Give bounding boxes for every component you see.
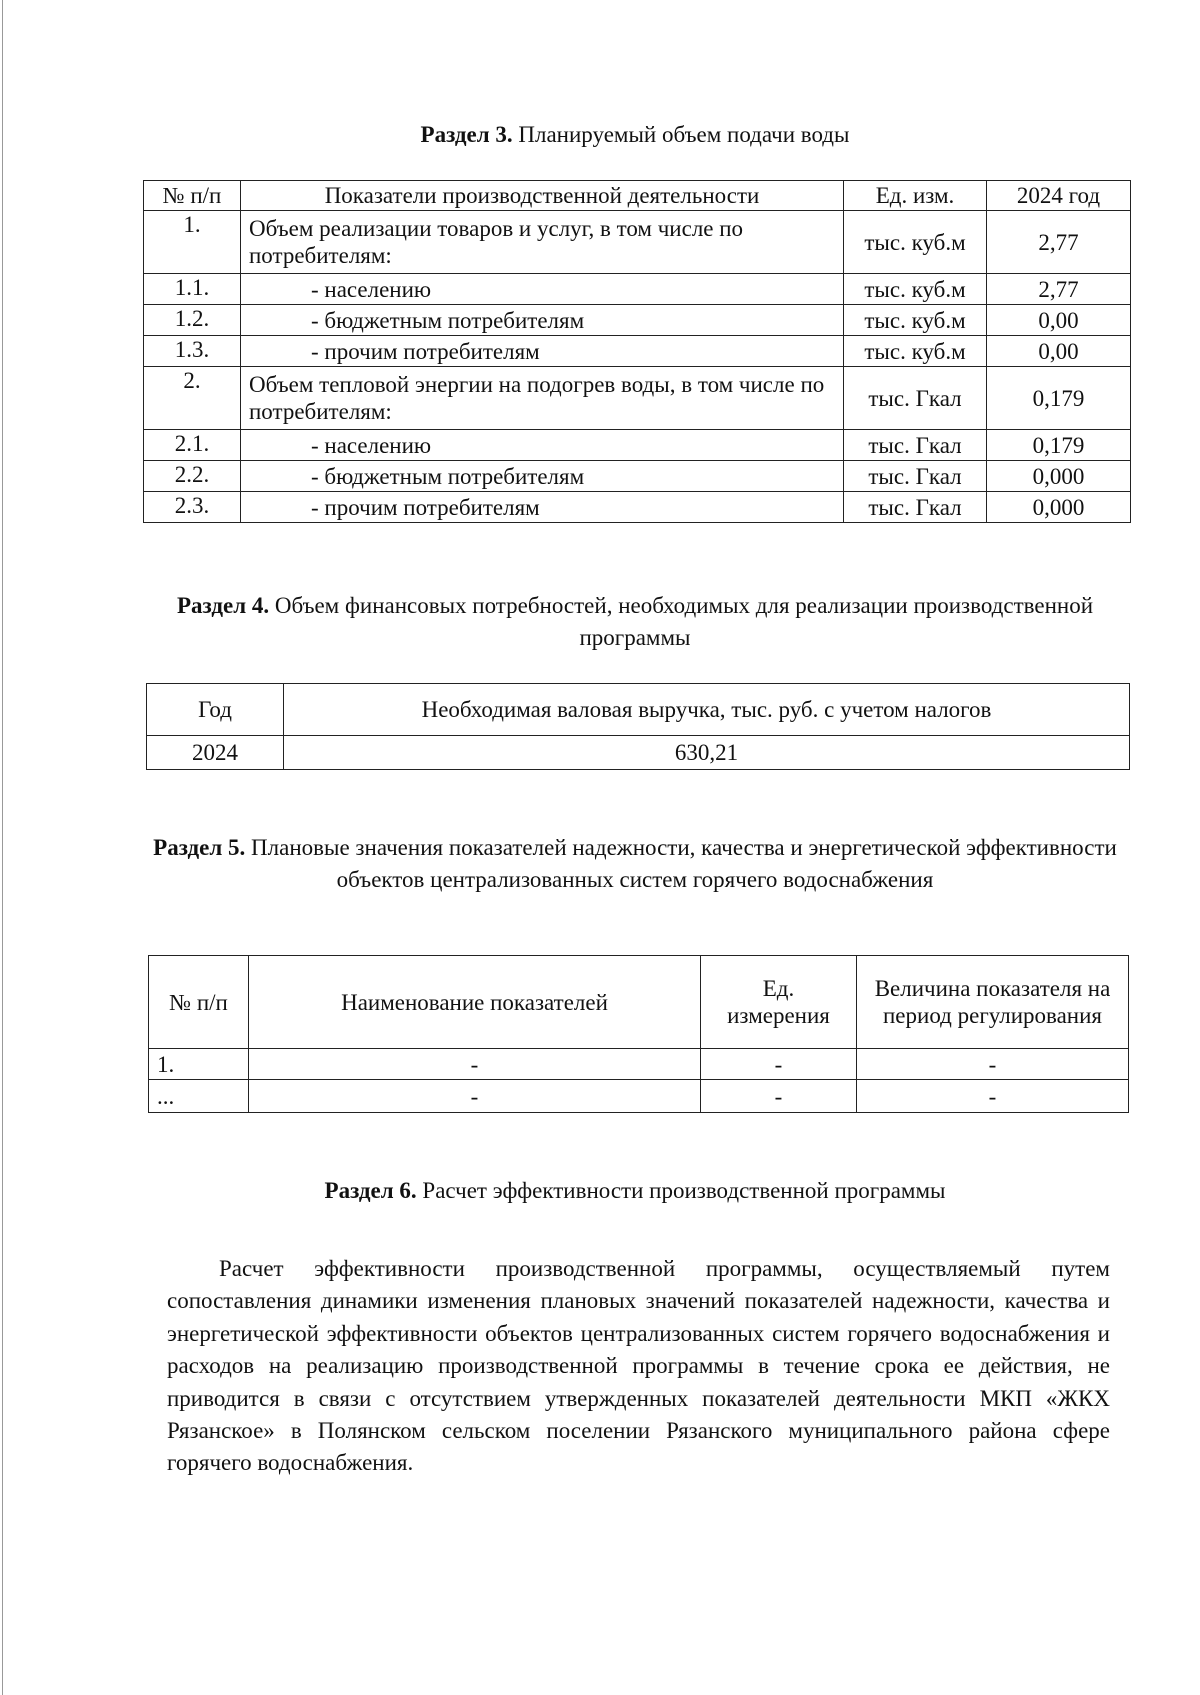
header-unit: Ед. изм. [844,181,987,211]
cell-num: 2.3. [144,492,241,523]
reliability-table [148,955,1129,1113]
table-header-row [149,956,1129,1049]
cell-indicator: - бюджетным потребителям [241,461,844,492]
table-row [144,367,1131,430]
cell-unit: тыс. Гкал [844,461,987,492]
table-row [144,211,1131,274]
cell-indicator: - бюджетным потребителям [241,305,844,336]
cell-indicator: - населению [241,274,844,305]
table-row [149,1049,1129,1080]
cell-value: 2,77 [987,274,1131,305]
cell-value: - [857,1049,1129,1080]
section5-title: Раздел 5. Плановые значения показателей надежности, качества и энергетической эффективности объектов централизованных систем горячего водоснабжения [153,835,1117,892]
cell-indicator: - населению [241,430,844,461]
table-row [144,430,1131,461]
cell-unit: тыс. куб.м [844,336,987,367]
cell-unit: тыс. куб.м [844,211,987,274]
cell-num: 2.1. [144,430,241,461]
cell-value: - [857,1080,1129,1113]
cell-value: 0,00 [987,305,1131,336]
header-num: № п/п [144,181,241,211]
cell-unit: тыс. куб.м [844,305,987,336]
header-indicator: Показатели производственной деятельности [241,181,844,211]
water-supply-table [143,180,1131,523]
cell-revenue: 630,21 [284,736,1130,770]
table-row [144,274,1131,305]
cell-value: 0,000 [987,492,1131,523]
table-row [149,1080,1129,1113]
section3-title: Раздел 3. Планируемый объем подачи воды [420,122,850,147]
header-num: № п/п [149,956,249,1049]
header-revenue: Необходимая валовая выручка, тыс. руб. с учетом налогов [284,684,1130,736]
finance-table [146,683,1130,770]
cell-unit: тыс. куб.м [844,274,987,305]
table-row [144,461,1131,492]
section4-title: Раздел 4. Объем финансовых потребностей, необходимых для реализации производственной программы [176,593,1094,650]
cell-num: 1. [144,211,241,274]
header-unit: Ед. измерения [701,956,857,1049]
section6-paragraph: Расчет эффективности производственной программы, осуществляемый путем сопоставления динамики изменения плановых значений показателей надежности, качества и энергетической эффективности объектов централизованных систем горячего водоснабжения и расходов на реализацию производственной программы в течение срока ее действия, не приводится в связи с отсутствием утвержденных показателей деятельности МКП «ЖКХ Рязанское» в Полянском сельском поселении Рязанского муниципального района сфере горячего водоснабжения. [167,1256,1110,1476]
table-row [147,736,1130,770]
header-year: 2024 год [987,181,1131,211]
cell-num: 1.2. [144,305,241,336]
cell-indicator: - прочим потребителям [241,492,844,523]
cell-name: - [249,1080,701,1113]
cell-num: 2.2. [144,461,241,492]
cell-num: ... [149,1080,249,1113]
table-header-row [147,684,1130,736]
cell-indicator: Объем тепловой энергии на подогрев воды, в том числе по потребителям: [241,367,844,430]
section6-title: Раздел 6. Расчет эффективности производственной программы [324,1178,946,1203]
cell-unit: тыс. Гкал [844,367,987,430]
cell-year: 2024 [147,736,284,770]
cell-num: 1. [149,1049,249,1080]
cell-unit: - [701,1080,857,1113]
header-name: Наименование показателей [249,956,701,1049]
cell-value: 0,179 [987,430,1131,461]
cell-value: 2,77 [987,211,1131,274]
cell-num: 1.3. [144,336,241,367]
cell-unit: тыс. Гкал [844,430,987,461]
cell-name: - [249,1049,701,1080]
cell-value: 0,00 [987,336,1131,367]
table-header-row [144,181,1131,211]
cell-unit: тыс. Гкал [844,492,987,523]
table-row [144,492,1131,523]
table-row [144,336,1131,367]
table-row [144,305,1131,336]
scan-edge [2,0,3,1695]
cell-indicator: Объем реализации товаров и услуг, в том числе по потребителям: [241,211,844,274]
cell-indicator: - прочим потребителям [241,336,844,367]
header-year: Год [147,684,284,736]
cell-num: 2. [144,367,241,430]
header-value: Величина показателя на период регулирования [857,956,1129,1049]
cell-value: 0,000 [987,461,1131,492]
cell-num: 1.1. [144,274,241,305]
cell-value: 0,179 [987,367,1131,430]
cell-unit: - [701,1049,857,1080]
